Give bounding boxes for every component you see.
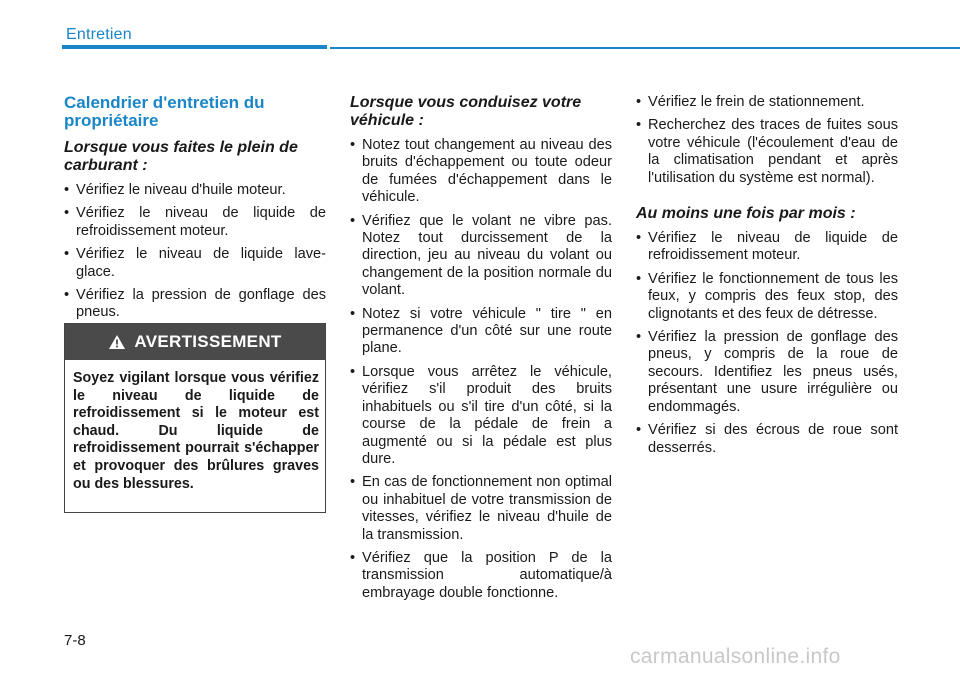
refuel-checklist <box>64 182 326 322</box>
header-accent-bar <box>62 45 327 49</box>
list-item: • Vérifiez le niveau de liquide de refroidissement moteur. <box>636 230 898 264</box>
warning-text: Soyez vigilant lorsque vous vérifiez le niveau de liquide de refroidissement si le moteur est chaud. Du liquide de refroidissement pourrait s'échapper et provoquer des brûlures graves ou des blessures. <box>73 370 319 492</box>
list-item: • Lorsque vous arrêtez le véhicule, vérifiez s'il produit des bruits inhabituels ou s'il tire d'un côté, si la course de la pédale de frein a augmenté ou si la pédale est plus dure. <box>350 363 612 467</box>
page-section-title: Entretien <box>66 26 132 43</box>
list-item: • Vérifiez si des écrous de roue sont desserrés. <box>636 422 898 456</box>
list-item: • Vérifiez que la position P de la transmission automatique/à embrayage double fonctionne. <box>350 549 612 601</box>
page-number: 7-8 <box>64 632 86 649</box>
list-item: • Vérifiez le niveau de liquide de refroidissement moteur. <box>64 205 326 239</box>
list-item: • Vérifiez le frein de stationnement. <box>636 94 865 110</box>
list-item: • Notez si votre véhicule " tire " en permanence d'un côté sur une route plane. <box>350 305 612 357</box>
driving-checklist-continued <box>636 94 898 187</box>
column-1 <box>64 94 326 328</box>
list-item: • En cas de fonctionnement non optimal ou inhabituel de votre transmission de vitesses, vérifiez le niveau d'huile de la transmission. <box>350 474 612 543</box>
list-item: • Recherchez des traces de fuites sous votre véhicule (l'écoulement d'eau de la climatisation pendant et après l'utilisation du système est normal). <box>636 117 898 186</box>
watermark: carmanualsonline.info <box>630 645 841 668</box>
list-item: • Vérifiez le niveau d'huile moteur. <box>64 182 286 198</box>
header-rule <box>330 47 960 49</box>
warning-box <box>64 323 326 513</box>
list-item: • Vérifiez le niveau de liquide lave-glace. <box>64 246 326 280</box>
warning-header <box>65 324 325 360</box>
list-item: • Notez tout changement au niveau des bruits d'échappement ou toute odeur de fumées d'échappement dans le véhicule. <box>350 137 612 206</box>
list-item: • Vérifiez la pression de gonflage des pneus, y compris de la roue de secours. Identifiez les pneus usés, présentant une usure irrégulière ou endommagés. <box>636 329 898 415</box>
section-heading: Calendrier d'entretien du propriétaire <box>64 93 265 130</box>
list-item: • Vérifiez la pression de gonflage des pneus. <box>64 287 326 321</box>
column-3 <box>636 94 898 463</box>
subsection-heading-driving: Lorsque vous conduisez votre véhicule : <box>350 94 582 129</box>
warning-title: AVERTISSEMENT <box>134 332 282 351</box>
driving-checklist <box>350 137 612 602</box>
list-item: • Vérifiez que le volant ne vibre pas. Notez tout durcissement de la direction, jeu au niveau du volant ou changement de la position normale du volant. <box>350 212 612 299</box>
subsection-heading-refuel: Lorsque vous faites le plein de carburant : <box>64 139 298 174</box>
subsection-heading-monthly: Au moins une fois par mois : <box>636 205 856 223</box>
list-item: • Vérifiez le fonctionnement de tous les feux, y compris des feux stop, des clignotants et des feux de détresse. <box>636 270 898 322</box>
monthly-checklist <box>636 230 898 457</box>
warning-triangle-icon <box>108 334 126 350</box>
column-2 <box>350 94 612 608</box>
